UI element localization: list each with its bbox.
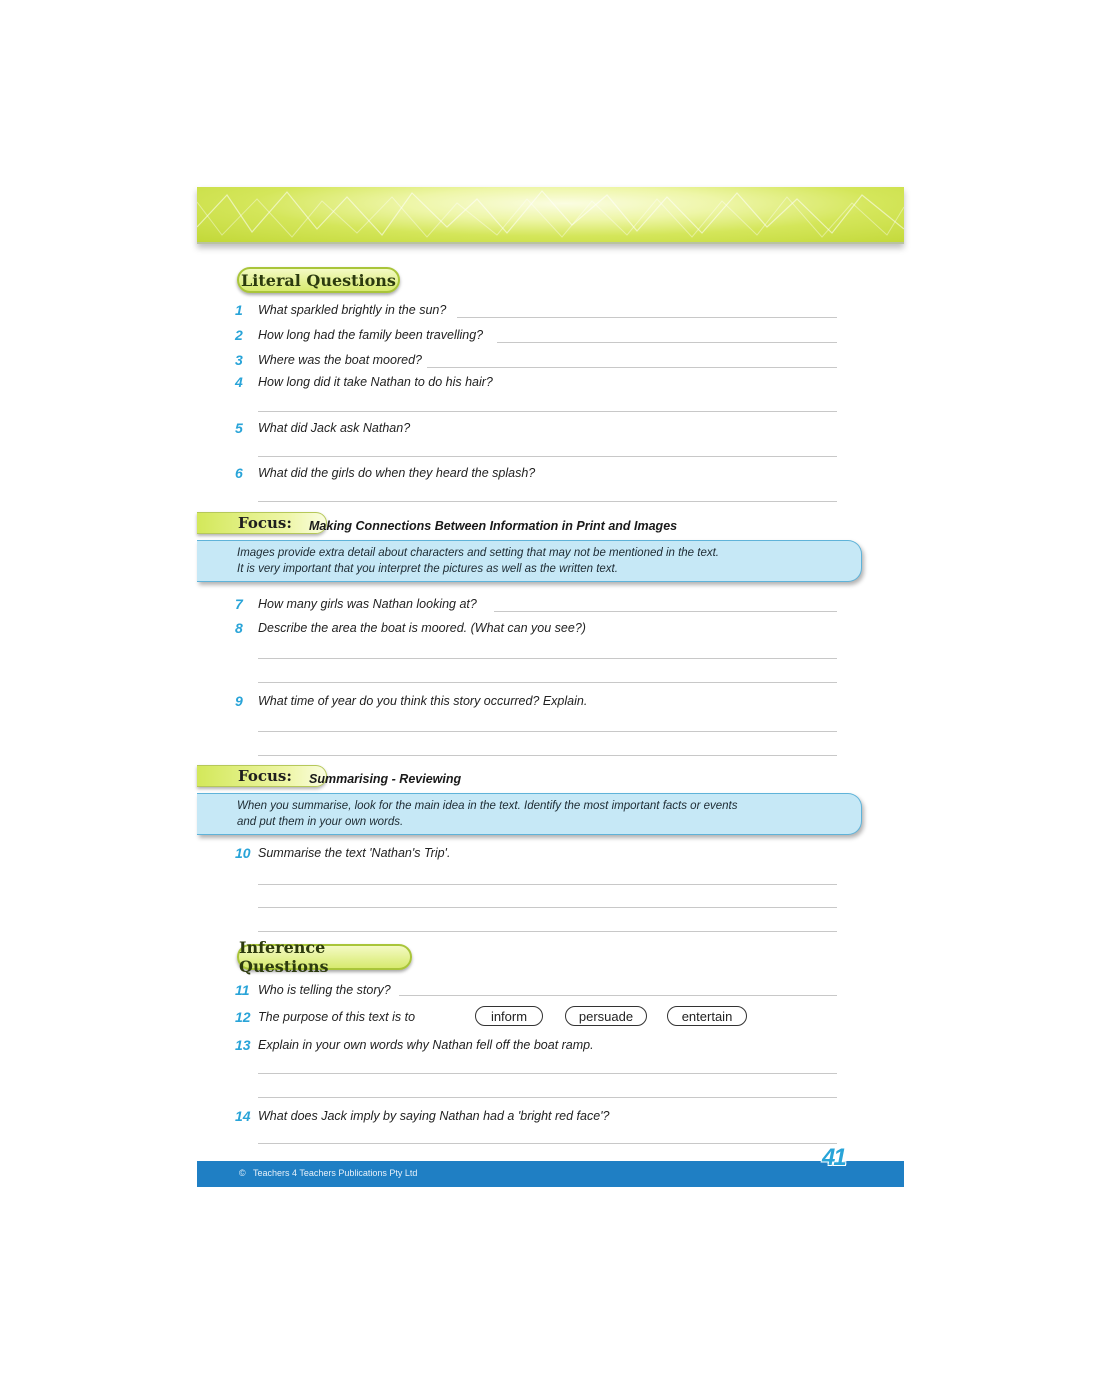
focus-label: Focus: (197, 512, 327, 534)
question-text: Where was the boat moored? (258, 353, 422, 367)
footer-bar (197, 1161, 904, 1187)
copyright-icon: © (239, 1168, 246, 1178)
question-text: What sparkled brightly in the sun? (258, 303, 447, 317)
answer-line[interactable] (258, 755, 837, 756)
answer-line[interactable] (258, 931, 837, 932)
answer-line[interactable] (258, 501, 837, 502)
answer-line[interactable] (258, 1143, 837, 1144)
answer-line[interactable] (427, 367, 837, 368)
question-text: How long did it take Nathan to do his hair? (258, 375, 493, 389)
info-text-line: and put them in your own words. (237, 816, 404, 828)
question-number: 14 (235, 1108, 251, 1124)
question-text: Describe the area the boat is moored. (What can you see?) (258, 621, 586, 635)
focus-info-box (197, 540, 862, 582)
answer-line[interactable] (258, 1097, 837, 1098)
question-text: Explain in your own words why Nathan fell off the boat ramp. (258, 1038, 594, 1052)
question-number: 12 (235, 1009, 251, 1025)
focus-title: Summarising - Reviewing (309, 772, 462, 786)
question-number: 6 (235, 465, 243, 481)
answer-line[interactable] (457, 317, 837, 318)
worksheet-page (197, 187, 904, 1187)
question-number: 1 (235, 302, 243, 318)
question-text: How long had the family been travelling? (258, 328, 484, 342)
option-inform[interactable]: inform (475, 1006, 543, 1026)
inference-questions-heading: Inference Questions (237, 944, 412, 970)
question-number: 13 (235, 1037, 251, 1053)
question-number: 3 (235, 352, 243, 368)
question-number: 10 (235, 845, 251, 861)
question-number: 5 (235, 420, 243, 436)
question-number: 8 (235, 620, 243, 636)
publisher-text: Teachers 4 Teachers Publications Pty Ltd (253, 1168, 418, 1178)
answer-line[interactable] (258, 884, 837, 885)
focus-label: Focus: (197, 765, 327, 787)
focus-title: Making Connections Between Information in Print and Images (309, 519, 678, 533)
header-banner (197, 187, 904, 244)
info-text-line: Images provide extra detail about characters and setting that may not be mentioned in the text. (237, 547, 720, 559)
question-text: What did the girls do when they heard the splash? (258, 466, 536, 480)
question-text: The purpose of this text is to (258, 1010, 416, 1024)
page-number: 41 (822, 1144, 845, 1171)
question-text: What time of year do you think this story occurred? Explain. (258, 694, 588, 708)
banner-pattern (197, 187, 904, 242)
answer-line[interactable] (258, 731, 837, 732)
info-text-line: When you summarise, look for the main idea in the text. Identify the most important facts or events (237, 800, 738, 812)
answer-line[interactable] (258, 658, 837, 659)
question-text: Summarise the text 'Nathan's Trip'. (258, 846, 451, 860)
question-number: 4 (235, 374, 243, 390)
question-number: 11 (235, 982, 250, 998)
question-number: 9 (235, 693, 243, 709)
answer-line[interactable] (258, 1073, 837, 1074)
option-persuade[interactable]: persuade (565, 1006, 647, 1026)
answer-line[interactable] (497, 342, 837, 343)
question-number: 2 (235, 327, 243, 343)
question-text: How many girls was Nathan looking at? (258, 597, 477, 611)
question-text: What did Jack ask Nathan? (258, 421, 411, 435)
question-number: 7 (235, 596, 243, 612)
question-text: Who is telling the story? (258, 983, 391, 997)
answer-line[interactable] (258, 682, 837, 683)
focus-info-box (197, 793, 862, 835)
answer-line[interactable] (258, 907, 837, 908)
answer-line[interactable] (399, 995, 837, 996)
literal-questions-heading: Literal Questions (237, 267, 400, 293)
answer-line[interactable] (494, 611, 837, 612)
answer-line[interactable] (258, 456, 837, 457)
info-text-line: It is very important that you interpret the pictures as well as the written text. (237, 563, 618, 575)
question-text: What does Jack imply by saying Nathan had a 'bright red face'? (258, 1109, 610, 1123)
answer-line[interactable] (258, 411, 837, 412)
option-entertain[interactable]: entertain (667, 1006, 747, 1026)
